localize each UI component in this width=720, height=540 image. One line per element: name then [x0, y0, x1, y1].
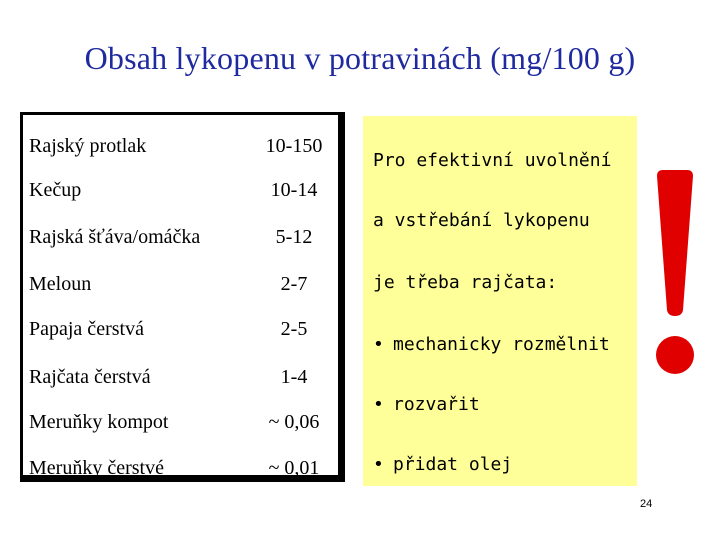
bullet-icon: •: [373, 334, 384, 355]
note-line: Pro efektivní uvolnění: [373, 150, 612, 171]
slide-title: Obsah lykopenu v potravinách (mg/100 g): [84, 40, 636, 76]
food-name: Meruňky čerstvé: [29, 457, 164, 479]
lycopene-value: 10-14: [270, 179, 318, 201]
info-note-box: [363, 116, 637, 486]
food-name: Kečup: [29, 179, 82, 201]
lycopene-value: ~ 0,01: [268, 457, 320, 479]
bullet-text: rozvařit: [393, 394, 480, 415]
table-row: [23, 318, 338, 362]
food-name: Meruňky kompot: [29, 411, 169, 433]
page-number: 24: [640, 498, 653, 510]
bullet-text: mechanicky rozmělnit: [393, 334, 610, 355]
lycopene-value: 1-4: [280, 366, 308, 388]
lycopene-value: ~ 0,06: [268, 411, 320, 433]
lycopene-value: 2-5: [280, 318, 308, 340]
lycopene-table: [20, 112, 345, 482]
food-name: Papaja čerstvá: [29, 318, 144, 340]
bullet-icon: •: [373, 454, 384, 475]
lycopene-value: 2-7: [280, 273, 308, 295]
lycopene-value: 5-12: [275, 226, 313, 248]
table-row: [23, 179, 338, 223]
bullet-text: přidat olej: [393, 454, 513, 475]
note-bullet-item: [373, 334, 610, 355]
table-row: [23, 457, 338, 501]
note-line: je třeba rajčata:: [373, 272, 558, 293]
bullet-icon: •: [373, 394, 384, 415]
table-row: [23, 411, 338, 455]
note-bullet-item: [373, 454, 512, 475]
note-line: a vstřebání lykopenu: [373, 210, 590, 231]
lycopene-value: 10-150: [265, 135, 323, 157]
food-name: Rajský protlak: [29, 135, 147, 157]
table-row: [23, 273, 338, 317]
food-name: Rajská šťáva/omáčka: [29, 226, 201, 248]
note-bullet-item: [373, 394, 480, 415]
table-row: [23, 135, 338, 179]
food-name: Meloun: [29, 273, 92, 295]
food-name: Rajčata čerstvá: [29, 366, 151, 388]
table-row: [23, 226, 338, 270]
exclamation-icon: [655, 170, 695, 380]
table-row: [23, 366, 338, 410]
